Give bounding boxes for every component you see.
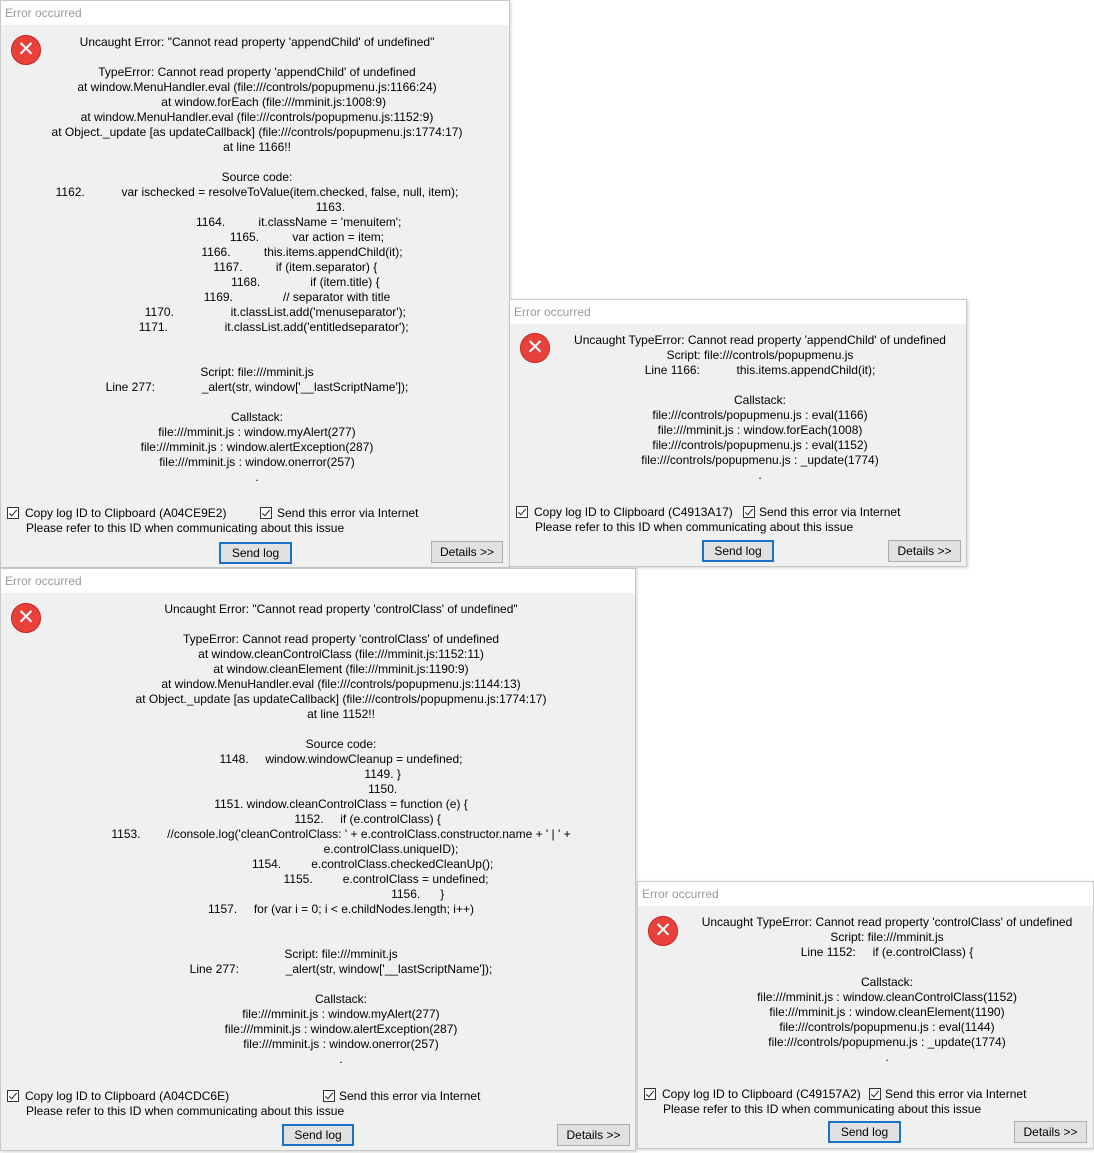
send-log-button[interactable]: Send log — [219, 542, 292, 564]
send-log-button[interactable]: Send log — [702, 540, 774, 562]
copy-log-checkbox[interactable] — [644, 1088, 656, 1100]
send-log-button[interactable]: Send log — [828, 1121, 901, 1143]
error-x-icon: ✕ — [11, 35, 41, 65]
details-button[interactable]: Details >> — [1014, 1121, 1087, 1143]
copy-log-label[interactable]: Copy log ID to Clipboard (A04CDC6E) — [25, 1089, 230, 1103]
error-x-icon: ✕ — [520, 333, 550, 363]
error-message: Uncaught Error: "Cannot read property 'appendChild' of undefined" TypeError: Cannot read property 'appendChild' of undefined at window.MenuHandler.eval (file:///controls/popupmenu.js:1166:24) at window.forEach (file:///mminit.js:1008:9) at window.MenuHandler.eval (file:///controls/popupmenu.js:1152:9) at Object._update [as updateCallback] (file:///controls/popupmenu.js:1774:17) at line 1166!! Source code: 1162. var ischecked = resolveToValue(item.checked, false, null, item); 1163. 1164. it.className = 'menuitem'; 1165. var action = item; 1166. this.items.appendChild(it); 1167. if (item.separator) { 1168. if (item.title) { 1169. // separator with title 1170. it.classList.add('menuseparator'); 1171. it.classList.add('entitledseparator'); Script: file:///mminit.js Line 277: _alert(str, window['__lastScriptName']); Callstack: file:///mminit.js : window.myAlert(277) file:///mminit.js : window.alertException(287) file:///mminit.js : window.onerror(257) . — [51, 35, 463, 484]
error-x-icon: ✕ — [11, 603, 41, 633]
refer-id-text: Please refer to this ID when communicating about this issue — [535, 520, 854, 534]
copy-log-label[interactable]: Copy log ID to Clipboard (A04CE9E2) — [25, 506, 227, 520]
error-dialog-1 — [0, 0, 510, 568]
error-message: Uncaught TypeError: Cannot read property 'appendChild' of undefined Script: file:///controls/popupmenu.js Line 1166: this.items.appendChild(it); Callstack: file:///controls/popupmenu.js : eval(1166) file:///mminit.js : window.forEach(1008) file:///controls/popupmenu.js : eval(1152) file:///controls/popupmenu.js : _update(1774) . — [574, 333, 946, 482]
send-error-checkbox[interactable] — [869, 1088, 881, 1100]
copy-log-checkbox[interactable] — [7, 507, 19, 519]
send-error-checkbox[interactable] — [323, 1090, 335, 1102]
send-error-checkbox[interactable] — [260, 507, 272, 519]
copy-log-label[interactable]: Copy log ID to Clipboard (C4913A17) — [534, 505, 733, 519]
send-error-label[interactable]: Send this error via Internet — [759, 505, 901, 519]
error-dialog-2 — [509, 299, 967, 567]
send-log-button[interactable]: Send log — [282, 1124, 354, 1146]
send-error-checkbox[interactable] — [743, 506, 755, 518]
details-button[interactable]: Details >> — [888, 540, 961, 562]
dialog-title: Error occurred — [510, 300, 966, 324]
dialog-title: Error occurred — [1, 1, 509, 25]
refer-id-text: Please refer to this ID when communicating about this issue — [26, 1104, 345, 1118]
error-dialog-4 — [637, 881, 1094, 1149]
error-x-icon: ✕ — [648, 916, 678, 946]
send-error-label[interactable]: Send this error via Internet — [885, 1087, 1027, 1101]
send-error-label[interactable]: Send this error via Internet — [339, 1089, 481, 1103]
error-message: Uncaught Error: "Cannot read property 'controlClass' of undefined" TypeError: Cannot read property 'controlClass' of undefined at window.cleanControlClass (file:///mminit.js:1152:11) at window.cleanElement (file:///mminit.js:1190:9) at window.MenuHandler.eval (file:///controls/popupmenu.js:1144:13) at Object._update [as updateCallback] (file:///controls/popupmenu.js:1774:17) at line 1152!! Source code: 1148. window.windowCleanup = undefined; 1149. } 1150. 1151. window.cleanControlClass = function (e) { 1152. if (e.controlClass) { 1153. //console.log('cleanControlClass: ' + e.controlClass.constructor.name + ' | ' + e.controlClass.uniqueID); 1154. e.controlClass.checkedCleanUp(); 1155. e.controlClass = undefined; 1156. } 1157. for (var i = 0; i < e.childNodes.length; i++) Script: file:///mminit.js Line 277: _alert(str, window['__lastScriptName']); Callstack: file:///mminit.js : window.myAlert(277) file:///mminit.js : window.alertException(287) file:///mminit.js : window.onerror(257) . — [111, 602, 571, 1066]
error-message: Uncaught TypeError: Cannot read property 'controlClass' of undefined Script: file:///mminit.js Line 1152: if (e.controlClass) { Callstack: file:///mminit.js : window.cleanControlClass(1152) file:///mminit.js : window.cleanElement(1190) file:///controls/popupmenu.js : eval(1144) file:///controls/popupmenu.js : _update(1774) . — [701, 915, 1073, 1064]
copy-log-label[interactable]: Copy log ID to Clipboard (C49157A2) — [662, 1087, 861, 1101]
copy-log-checkbox[interactable] — [516, 506, 528, 518]
dialog-title: Error occurred — [1, 569, 635, 593]
error-dialog-3 — [0, 568, 636, 1151]
copy-log-checkbox[interactable] — [7, 1090, 19, 1102]
details-button[interactable]: Details >> — [431, 541, 503, 563]
send-error-label[interactable]: Send this error via Internet — [277, 506, 419, 520]
refer-id-text: Please refer to this ID when communicating about this issue — [663, 1102, 982, 1116]
dialog-title: Error occurred — [638, 882, 1093, 906]
refer-id-text: Please refer to this ID when communicating about this issue — [26, 521, 345, 535]
details-button[interactable]: Details >> — [557, 1124, 630, 1146]
